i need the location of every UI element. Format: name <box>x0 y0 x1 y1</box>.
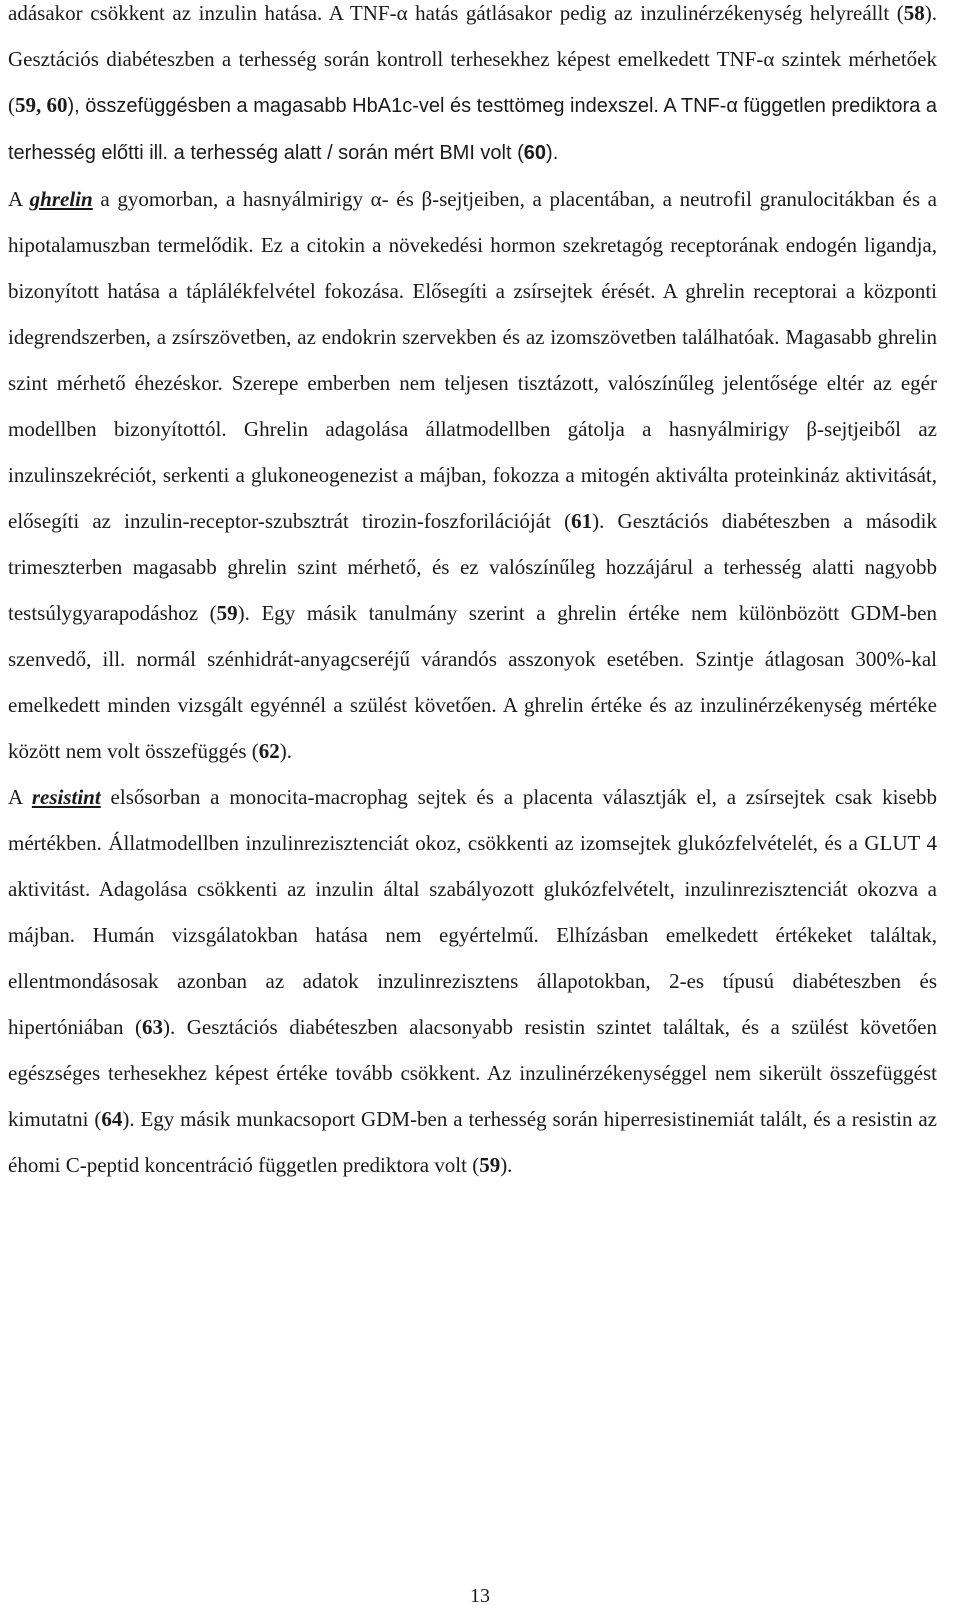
paragraph-resistin <box>8 774 937 1188</box>
citation-63: 63 <box>141 1015 163 1039</box>
tnf-text-1: adásakor csökkent az inzulin hatása. A TNF-α hatás gátlásakor pedig az inzulinérzékenység helyreállt ( <box>8 1 904 25</box>
page-number: 13 <box>470 1585 490 1607</box>
resistin-text-1: A <box>8 785 32 809</box>
term-resistin: resistint <box>31 785 101 809</box>
document-page <box>8 0 937 1188</box>
citation-59-60: 59, 60 <box>15 93 68 117</box>
ghrelin-text-1: A <box>8 187 30 211</box>
citation-59: 59 <box>216 601 238 625</box>
tnf-text-4: ). <box>546 142 559 164</box>
citation-61: 61 <box>571 509 593 533</box>
term-ghrelin: ghrelin <box>29 187 93 211</box>
citation-58: 58 <box>903 1 925 25</box>
ghrelin-text-3: ). Gesztációs diabéteszben a második trimeszterben magasabb ghrelin szint mérhető, és ez valószínűleg hozzájárul a terhesség alatti nagyobb testsúlygyarapodáshoz ( <box>8 509 937 625</box>
citation-60: 60 <box>523 142 547 164</box>
citation-62: 62 <box>258 739 280 763</box>
resistin-text-2: elsősorban a monocita-macrophag sejtek és a placenta választják el, a zsírsejtek csak kisebb mértékben. Állatmodellben inzulinrezisztenciát okoz, csökkenti az izomsejtek glukózfelvételét, és a GLUT 4 aktivitást. Adagolása csökkenti az inzulin által szabályozott glukózfelvételt, inzulinrezisztenciát okozva a májban. Humán vizsgálatokban hatása nem egyértelmű. Elhízásban emelkedett értékeket találtak, ellentmondásosak azonban az adatok inzulinrezisztens állapotokban, 2-es típusú diabéteszben és hipertóniában ( <box>8 785 937 1039</box>
ghrelin-text-2: a gyomorban, a hasnyálmirigy α- és β-sejtjeiben, a placentában, a neutrofil granulocitákban és a hipotalamuszban termelődik. Ez a citokin a növekedési hormon szekretagóg receptorának endogén ligandja, bizonyított hatása a táplálékfelvétel fokozása. Elősegíti a zsírsejtek érését. A ghrelin receptorai a központi idegrendszerben, a zsírszövetben, az endokrin szervekben és az izomszövetben találhatóak. Magasabb ghrelin szint mérhető éhezéskor. Szerepe emberben nem teljesen tisztázott, valószínűleg jelentősége eltér az egér modellben bizonyítottól. Ghrelin adagolása állatmodellben gátolja a hasnyálmirigy β-sejtjeiből az inzulinszekréciót, serkenti a glukoneogenezist a májban, fokozza a mitogén aktiválta proteinkináz aktivitását, elősegíti az inzulin-receptor-szubsztrát tirozin-foszforilációját ( <box>8 187 937 533</box>
tnf-text-3: ), összefüggésben a magasabb HbA1c-vel és testtömeg indexszel. A TNF-α független prediktora a terhesség előtti ill. a terhesség alatt / során mért BMI volt ( <box>8 95 938 164</box>
paragraph-ghrelin <box>8 176 937 774</box>
resistin-text-4: ). Egy másik munkacsoport GDM-ben a terhesség során hiperresistinemiát talált, és a resistin az éhomi C-peptid koncentráció független prediktora volt ( <box>8 1107 937 1177</box>
citation-64: 64 <box>101 1107 123 1131</box>
ghrelin-text-4: ). Egy másik tanulmány szerint a ghrelin értéke nem különbözött GDM-ben szenvedő, ill. normál szénhidrát-anyagcseréjű várandós asszonyok esetében. Szintje átlagosan 300%-kal emelkedett minden vizsgált egyénnél a szülést követően. A ghrelin értéke és az inzulinérzékenység mértéke között nem volt összefüggés ( <box>8 601 937 763</box>
resistin-text-3: ). Gesztációs diabéteszben alacsonyabb resistin szintet találtak, és a szülést követően egészséges terhesekhez képest értéke tovább csökkent. Az inzulinérzékenységgel nem sikerült összefüggést kimutatni ( <box>8 1015 937 1131</box>
ghrelin-text-5: ). <box>279 739 293 763</box>
paragraph-tnf-alpha <box>8 0 937 176</box>
citation-59-resistin: 59 <box>479 1153 501 1177</box>
resistin-text-5: ). <box>500 1153 513 1177</box>
tnf-text-2: ). Gesztációs diabéteszben a terhesség során kontroll terhesekhez képest emelkedett TNF-α szintek mérhetőek ( <box>8 1 937 117</box>
